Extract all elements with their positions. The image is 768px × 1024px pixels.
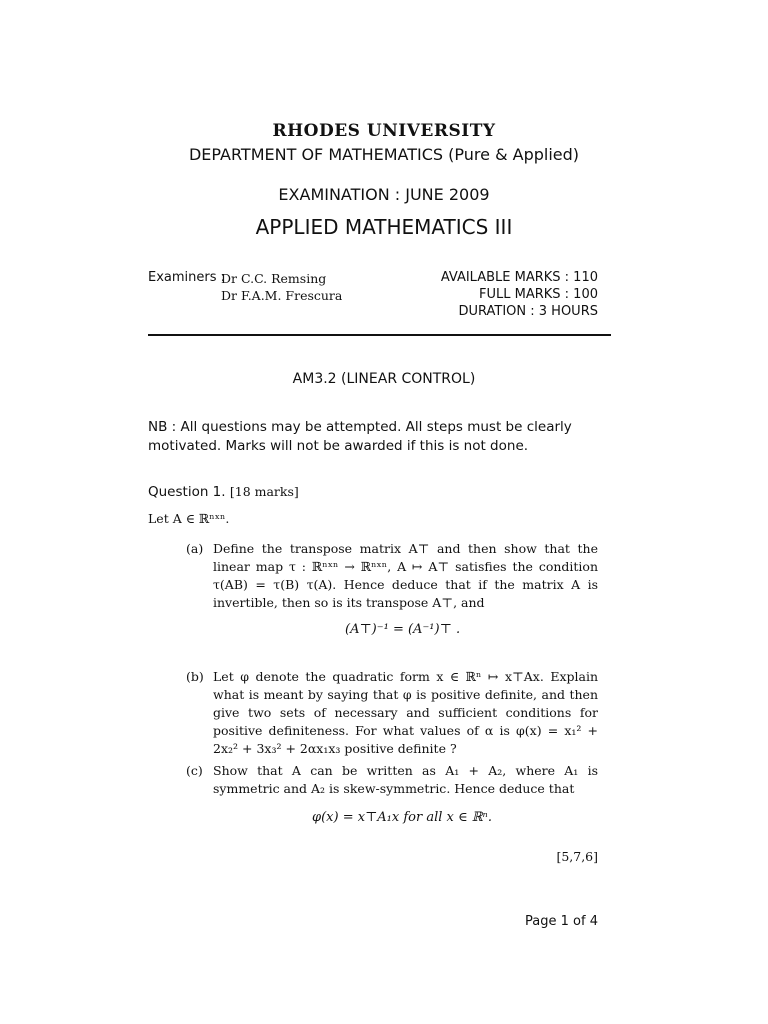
examiner-name: Dr C.C. Remsing	[221, 271, 327, 286]
page-number: Page 1 of 4	[525, 914, 598, 929]
part-label: (b)	[186, 669, 204, 684]
examiner-name: Dr F.A.M. Frescura	[221, 288, 343, 303]
examination-title: EXAMINATION : JUNE 2009	[278, 185, 490, 204]
question-heading	[148, 484, 299, 500]
question-marks: [18 marks]	[229, 484, 299, 499]
available-marks: AVAILABLE MARKS : 110	[440, 270, 598, 285]
examiners-label: Examiners :	[148, 270, 226, 285]
subject-title: APPLIED MATHEMATICS III	[255, 215, 513, 239]
part-text: Define the transpose matrix A⊤ and then show that the linear map τ : ℝⁿˣⁿ → ℝⁿˣⁿ, A ↦ A⊤ satisfies the condition τ(AB) = τ(B) τ(A). Hence deduce that if the matrix A is invertible, then so is its transpose A⊤, and	[213, 541, 598, 610]
part-label: (a)	[186, 541, 204, 556]
question-intro: Let A ∈ ℝⁿˣⁿ.	[148, 511, 230, 526]
course-code: AM3.2 (LINEAR CONTROL)	[292, 371, 476, 387]
full-marks: FULL MARKS : 100	[479, 287, 598, 302]
part-text: Show that A can be written as A₁ + A₂, where A₁ is symmetric and A₂ is skew-symmetric. Hence deduce that	[213, 763, 598, 796]
duration: DURATION : 3 HOURS	[458, 304, 598, 319]
university-name: RHODES UNIVERSITY	[272, 121, 496, 141]
part-text: Let φ denote the quadratic form x ∈ ℝⁿ ↦ x⊤Ax. Explain what is meant by saying that φ is positive definite, and then give two sets of necessary and sufficient conditions for positive definiteness. For what values of α is φ(x) = x₁² + 2x₂² + 3x₃² + 2αx₁x₃ positive definite ?	[213, 669, 598, 756]
display-equation-transpose-inverse: (A⊤)⁻¹ = (A⁻¹)⊤ .	[345, 622, 461, 637]
marks-breakdown: [5,7,6]	[556, 849, 598, 864]
question-number: Question 1.	[148, 484, 226, 500]
header-divider	[148, 334, 611, 336]
part-label: (c)	[186, 763, 203, 778]
department-name: DEPARTMENT OF MATHEMATICS (Pure & Applied)	[188, 145, 580, 164]
display-equation-quadratic-form: φ(x) = x⊤A₁x for all x ∈ ℝⁿ.	[312, 810, 492, 825]
instructions-note: NB : All questions may be attempted. All steps must be clearly motivated. Marks will not be awarded if this is not done.	[148, 419, 572, 454]
